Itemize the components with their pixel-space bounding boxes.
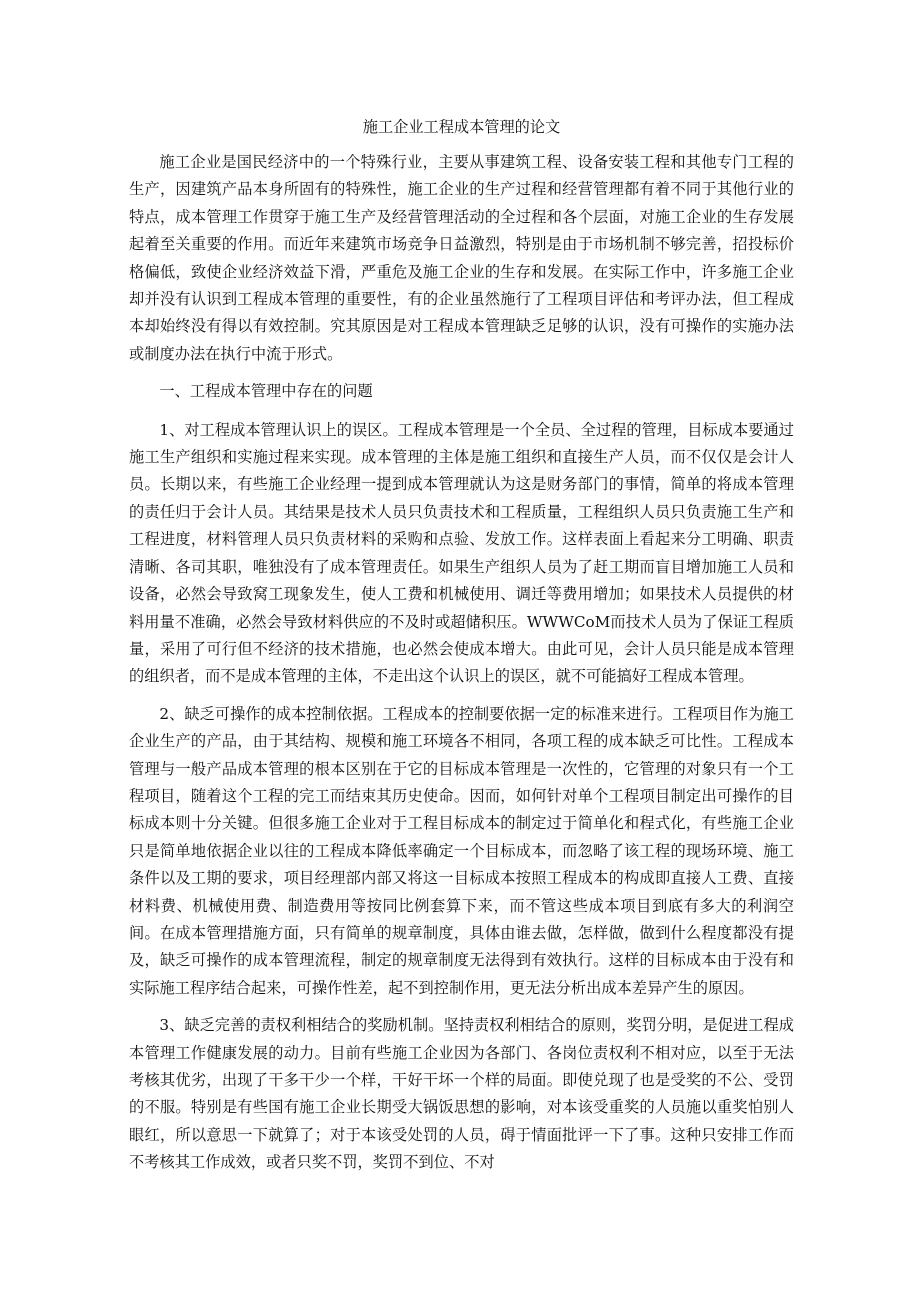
intro-paragraph: 施工企业是国民经济中的一个特殊行业，主要从事建筑工程、设备安装工程和其他专门工程的生产，因建筑产品本身所固有的特殊性，施工企业的生产过程和经营管理都有着不同于其他行业的特点，成本管理工作贯穿于施工生产及经营管理活动的全过程和各个层面，对施工企业的生存发展起着至关重要的作用。而近年来建筑市场竞争日益激烈，特别是由于市场机制不够完善，招投标价格偏低，致使企业经济效益下滑，严重危及施工企业的生存和发展。在实际工作中，许多施工企业却并没有认识到工程成本管理的重要性，有的企业虽然施行了工程项目评估和考评办法，但工程成本却始终没有得以有效控制。究其原因是对工程成本管理缺乏足够的认识，没有可操作的实施办法或制度办法在执行中流于形式。	[129, 153, 794, 363]
section-heading: 一、工程成本管理中存在的问题	[159, 382, 373, 401]
document-title: 施工企业工程成本管理的论文	[362, 118, 561, 136]
document-body	[129, 113, 794, 1187]
paragraph-point-1: 1、对工程成本管理认识上的误区。工程成本管理是一个全员、全过程的管理，目标成本要通过施工生产组织和实施过程来实现。成本管理的主体是施工组织和直接生产人员，而不仅仅是会计人员。长期以来，有些施工企业经理一提到成本管理就认为这是财务部门的事情，简单的将成本管理的责任归于会计人员。其结果是技术人员只负责技术和工程质量，工程组织人员只负责施工生产和工程进度，材料管理人员只负责材料的采购和点验、发放工作。这样表面上看起来分工明确、职责清晰、各司其职，唯独没有了成本管理责任。如果生产组织人员为了赶工期而盲目增加施工人员和设备，必然会导致窝工现象发生，使人工费和机械使用、调迁等费用增加；如果技术人员提供的材料用量不准确，必然会导致材料供应的不及时或超储积压。WWWCoM而技术人员为了保证工程质量，采用了可行但不经济的技术措施，也必然会使成本增大。由此可见，会计人员只能是成本管理的组织者，而不是成本管理的主体，不走出这个认识上的误区，就不可能搞好工程成本管理。	[129, 420, 794, 686]
paragraph-point-2: 2、缺乏可操作的成本控制依据。工程成本的控制要依据一定的标准来进行。工程项目作为施工企业生产的产品，由于其结构、规模和施工环境各不相同，各项工程的成本缺乏可比性。工程成本管理与一般产品成本管理的根本区别在于它的目标成本管理是一次性的，它管理的对象只有一个工程项目，随着这个工程的完工而结束其历史使命。因而，如何针对单个工程项目制定出可操作的目标成本则十分关键。但很多施工企业对于工程目标成本的制定过于简单化和程式化，有些施工企业只是简单地依据企业以往的工程成本降低率确定一个目标成本，而忽略了该工程的现场环境、施工条件以及工期的要求，项目经理部内部又将这一目标成本按照工程成本的构成即直接人工费、直接材料费、机械使用费、制造费用等按同比例套算下来，而不管这些成本项目到底有多大的利润空间。在成本管理措施方面，只有简单的规章制度，具体由谁去做，怎样做，做到什么程度都没有提及，缺乏可操作的成本管理流程，制定的规章制度无法得到有效执行。这样的目标成本由于没有和实际施工程序结合起来，可操作性差，起不到控制作用，更无法分析出成本差异产生的原因。	[129, 704, 794, 997]
paragraph-point-3: 3、缺乏完善的责权利相结合的奖励机制。坚持责权利相结合的原则，奖罚分明，是促进工程成本管理工作健康发展的动力。目前有些施工企业因为各部门、各岗位责权利不相对应，以至于无法考核其优劣，出现了干多干少一个样，干好干坏一个样的局面。即使兑现了也是受奖的不公、受罚的不服。特别是有些国有施工企业长期受大锅饭思想的影响，对本该受重奖的人员施以重奖怕别人眼红，所以意思一下就算了；对于本该受处罚的人员，碍于情面批评一下了事。这种只安排工作而不考核其工作成效，或者只奖不罚，奖罚不到位、不对	[129, 1016, 794, 1172]
